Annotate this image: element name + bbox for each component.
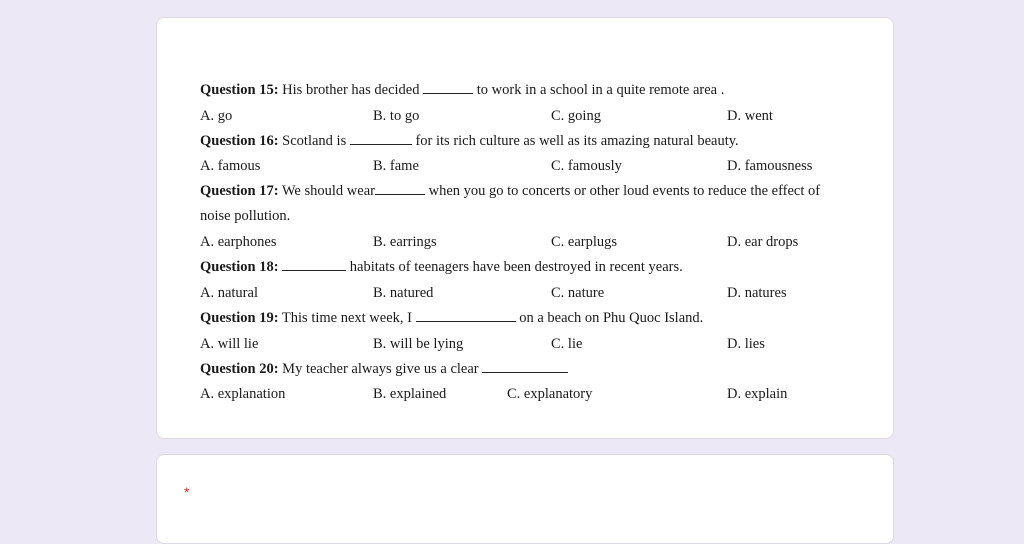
- question-15-option-a: A. go: [200, 108, 233, 124]
- question-18-option-c: C. nature: [551, 285, 605, 301]
- question-17-blank: [375, 182, 425, 195]
- question-16-option-d: D. famousness: [727, 158, 813, 174]
- question-19-option-b: B. will be lying: [373, 336, 464, 352]
- question-17-option-c: C. earplugs: [551, 234, 618, 250]
- question-17-text-after: when you go to concerts or other loud events to reduce the effect of: [424, 183, 821, 199]
- question-18-option-b: B. natured: [373, 285, 434, 301]
- question-15: [200, 81, 724, 99]
- question-16-label: Question 16:: [200, 133, 279, 149]
- question-18-label: Question 18:: [200, 259, 279, 275]
- question-18-text-after: habitats of teenagers have been destroyed in recent years.: [346, 259, 683, 275]
- question-17-continuation: noise pollution.: [200, 208, 291, 224]
- question-19-option-c: C. lie: [551, 336, 583, 352]
- question-17-label: Question 17:: [200, 183, 279, 199]
- question-15-option-d: D. went: [727, 108, 773, 124]
- question-20-option-c: C. explanatory: [507, 386, 593, 402]
- question-17: [200, 182, 820, 200]
- question-16-text-before: Scotland is: [278, 133, 347, 149]
- question-18: [200, 258, 683, 276]
- question-18-blank: [282, 258, 346, 271]
- question-17-option-a: A. earphones: [200, 234, 277, 250]
- question-20-option-d: D. explain: [727, 386, 788, 402]
- question-20: [200, 360, 568, 378]
- question-15-label: Question 15:: [200, 82, 279, 98]
- question-17-option-b: B. earrings: [373, 234, 437, 250]
- next-question-card: [156, 454, 894, 544]
- required-asterisk: *: [184, 484, 190, 500]
- question-20-blank: [482, 360, 568, 373]
- question-19-text-before: This time next week, I: [278, 310, 412, 326]
- question-17-text-before: We should wear: [278, 183, 375, 199]
- question-20-label: Question 20:: [200, 361, 279, 377]
- question-19: [200, 309, 703, 327]
- question-16-option-c: C. famously: [551, 158, 622, 174]
- question-15-option-b: B. to go: [373, 108, 420, 124]
- question-19-option-d: D. lies: [727, 336, 765, 352]
- question-17-option-d: D. ear drops: [727, 234, 799, 250]
- question-16-text-after: for its rich culture as well as its amazing natural beauty.: [411, 133, 739, 149]
- question-15-text-before: His brother has decided: [278, 82, 420, 98]
- question-19-option-a: A. will lie: [200, 336, 259, 352]
- question-18-option-d: D. natures: [727, 285, 787, 301]
- question-15-text-after: to work in a school in a quite remote area .: [473, 82, 725, 98]
- question-15-option-c: C. going: [551, 108, 601, 124]
- question-15-blank: [423, 81, 473, 94]
- question-16-option-a: A. famous: [200, 158, 261, 174]
- question-19-label: Question 19:: [200, 310, 279, 326]
- question-19-blank: [416, 309, 516, 322]
- question-20-option-a: A. explanation: [200, 386, 286, 402]
- question-16-blank: [350, 132, 412, 145]
- question-16-option-b: B. fame: [373, 158, 419, 174]
- question-18-option-a: A. natural: [200, 285, 258, 301]
- question-20-text-before: My teacher always give us a clear: [278, 361, 479, 377]
- question-19-text-after: on a beach on Phu Quoc Island.: [515, 310, 704, 326]
- question-20-option-b: B. explained: [373, 386, 447, 402]
- question-16: [200, 132, 739, 150]
